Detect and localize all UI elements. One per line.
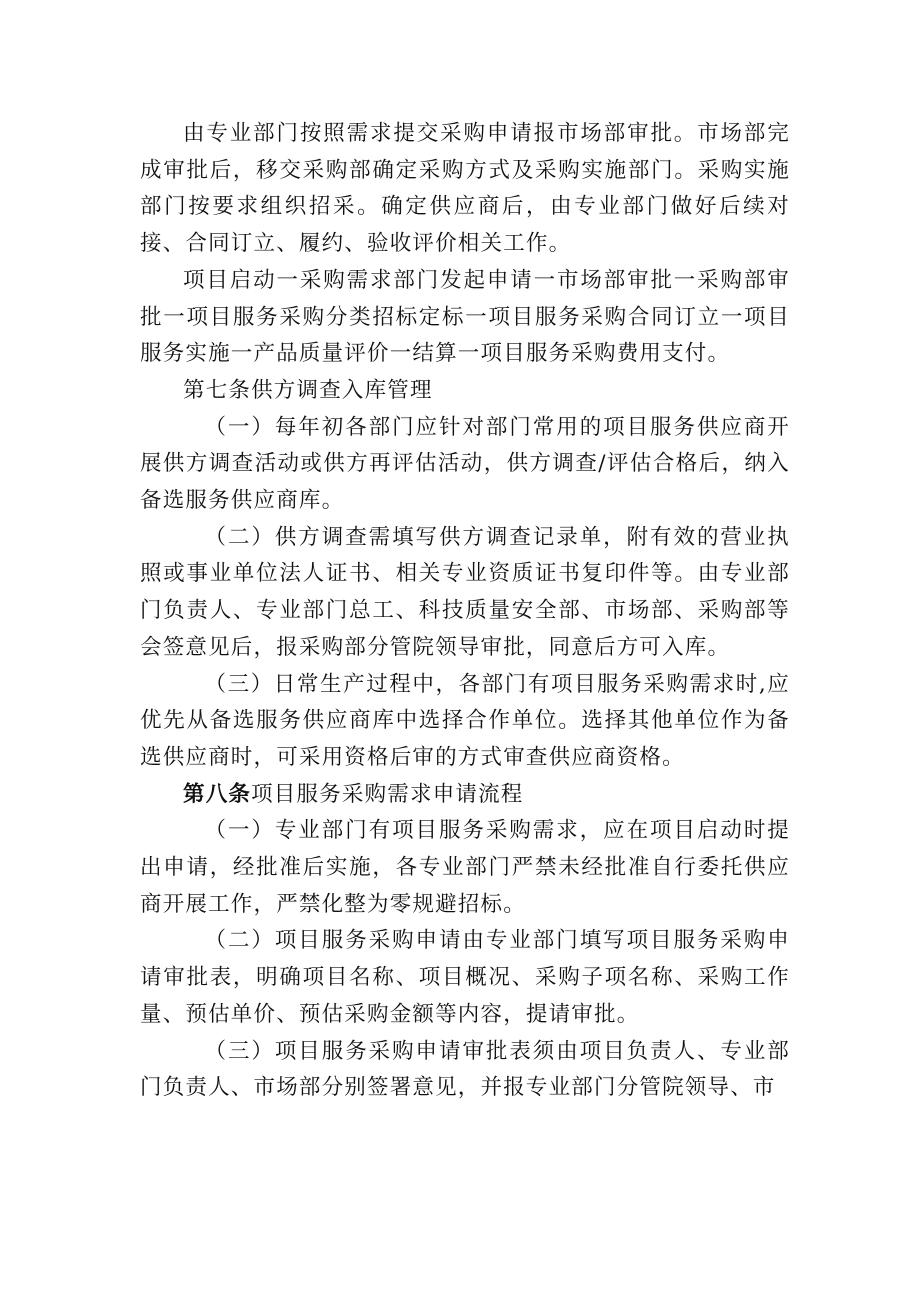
article-8-heading [140, 777, 790, 814]
article-7-item-3: （三）日常生产过程中，各部门有项目服务采购需求时,应优先从备选服务供应商库中选择合作单位。选择其他单位作为备选供应商时，可采用资格后审的方式审查供应商资格。 [140, 671, 790, 770]
article-8-item-3: （三）项目服务采购申请审批表须由项目负责人、专业部门负责人、市场部分别签署意见，并报专业部门分管院领导、市 [140, 1038, 790, 1101]
document-body [140, 116, 790, 1107]
article-8-item-2: （二）项目服务采购申请由专业部门填写项目服务采购申请审批表，明确项目名称、项目概况、采购子项名称、采购工作量、预估单价、预估采购金额等内容，提请审批。 [140, 928, 790, 1027]
article-8-title: 项目服务采购需求申请流程 [251, 781, 524, 807]
paragraph-process-steps: 项目启动一采购需求部门发起申请一市场部审批一采购部审批一项目服务采购分类招标定标一项目服务采购合同订立一项目服务实施一产品质量评价一结算一项目服务采购费用支付。 [140, 267, 790, 367]
article-7-item-2: （二）供方调查需填写供方调查记录单，附有效的营业执照或事业单位法人证书、相关专业资质证书复印件等。由专业部门负责人、专业部门总工、科技质量安全部、市场部、采购部等会签意见后，报采购部分管院领导审批，同意后方可入库。 [140, 524, 790, 660]
paragraph-procurement-flow: 由专业部门按照需求提交采购申请报市场部审批。市场部完成审批后，移交采购部确定采购方式及采购实施部门。采购实施部门按要求组织招采。确定供应商后，由专业部门做好后续对接、合同订立、履约、验收评价相关工作。 [140, 121, 790, 257]
article-7-item-1: （一）每年初各部门应针对部门常用的项目服务供应商开展供方调查活动或供方再评估活动，供方调查/评估合格后，纳入备选服务供应商库。 [140, 414, 790, 514]
article-8-label: 第八条 [183, 781, 252, 807]
article-8-item-1: （一）专业部门有项目服务采购需求，应在项目启动时提出申请，经批准后实施，各专业部门严禁未经批准自行委托供应商开展工作，严禁化整为零规避招标。 [140, 818, 790, 917]
article-7-heading: 第七条供方调查入库管理 [183, 377, 433, 403]
